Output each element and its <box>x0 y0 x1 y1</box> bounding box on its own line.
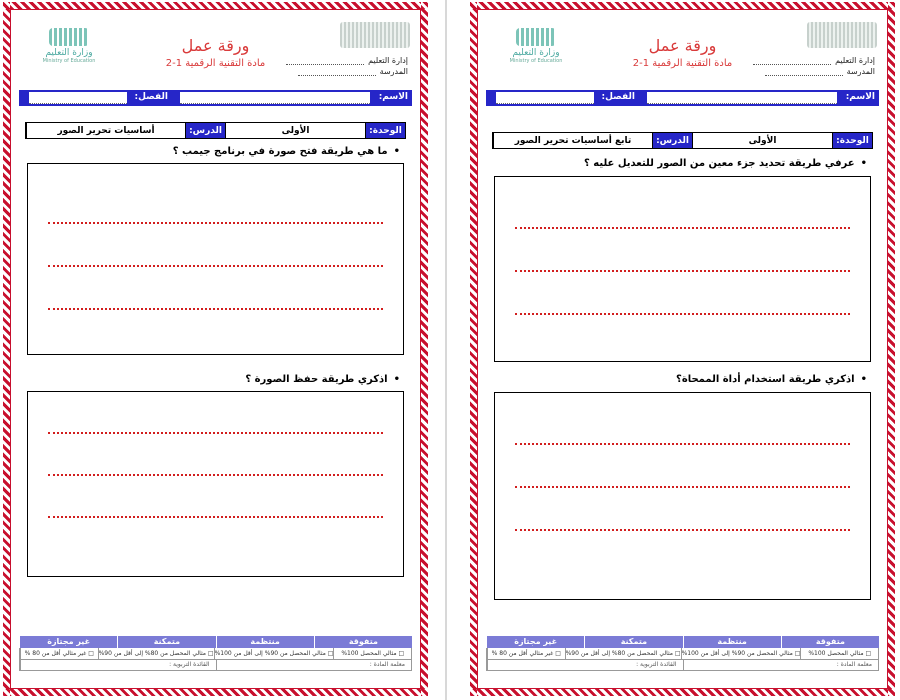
class-label: الفصل: <box>134 92 168 102</box>
moe-name: وزارة التعليم <box>512 48 560 58</box>
grade-criterion[interactable]: □ مثالي المحصل 100% <box>800 648 878 659</box>
name-field[interactable] <box>647 92 837 104</box>
grade-header: متمكنة <box>117 636 215 648</box>
moe-logo <box>29 28 109 68</box>
unit-row <box>492 132 873 149</box>
answer-line <box>515 443 850 445</box>
grade-header: متمكنة <box>584 636 682 648</box>
question-2-text: اذكري طريقة استخدام أداة الممحاة؟ <box>676 374 855 385</box>
name-field[interactable] <box>180 92 370 104</box>
question-2-text: اذكري طريقة حفظ الصورة ؟ <box>245 374 388 385</box>
worksheet-subtitle: مادة التقنية الرقمية 1-2 <box>632 58 733 69</box>
worksheet-page-right <box>470 2 895 696</box>
moe-name-en: Ministry of Education <box>42 58 96 64</box>
school-label: المدرسة <box>846 67 875 76</box>
grade-criterion[interactable]: □ مثالي المحصل من 80% إلى أقل من 90% <box>565 650 681 657</box>
page-frame <box>10 9 421 689</box>
grade-header: غير مجتازة <box>19 636 117 648</box>
grade-header: متفوقة <box>781 636 879 648</box>
worksheet-title: ورقة عمل <box>648 36 717 55</box>
page-gap <box>445 0 447 700</box>
answer-line <box>515 529 850 531</box>
class-field[interactable] <box>29 92 127 104</box>
grade-header: غير مجتازة <box>486 636 584 648</box>
name-label: الاسم: <box>378 92 408 102</box>
answer-box-2[interactable] <box>27 391 404 577</box>
grade-criterion[interactable]: □ غير مثالي أقل من 80 % <box>20 648 98 659</box>
unit-row <box>25 122 406 139</box>
unit-label: الوحدة: <box>365 123 405 138</box>
page-header <box>19 18 412 90</box>
answer-box-1[interactable] <box>494 176 871 362</box>
answer-line <box>48 308 383 310</box>
leader-signature: القائدة التربوية : <box>487 660 683 670</box>
unit-value: الأولى <box>225 123 365 138</box>
grade-criterion[interactable]: □ مثالي المحصل من 90% إلى أقل من 100% <box>681 650 801 657</box>
lesson-value: أساسيات تحرير الصور <box>26 123 185 138</box>
grade-headers <box>486 636 879 648</box>
grading-footer <box>19 636 412 682</box>
answer-line <box>48 474 383 476</box>
answer-line <box>48 516 383 518</box>
lesson-label: الدرس: <box>652 133 692 148</box>
page-header <box>486 18 879 90</box>
unit-value: الأولى <box>692 133 832 148</box>
teacher-signature: معلمة المادة : <box>216 660 412 670</box>
grade-criteria <box>486 648 879 660</box>
answer-line <box>515 486 850 488</box>
grade-criterion[interactable]: □ مثالي المحصل 100% <box>333 648 411 659</box>
lesson-label: الدرس: <box>185 123 225 138</box>
name-row <box>19 90 412 106</box>
admin-label: إدارة التعليم <box>368 56 408 65</box>
class-field[interactable] <box>496 92 594 104</box>
moe-name-en: Ministry of Education <box>509 58 563 64</box>
teacher-signature: معلمة المادة : <box>683 660 879 670</box>
grading-footer <box>486 636 879 682</box>
answer-line <box>48 222 383 224</box>
question-1-text: عرفي طريقة تحديد جزء معين من الصور للتعديل عليه ؟ <box>584 158 855 169</box>
answer-line <box>515 270 850 272</box>
answer-box-1[interactable] <box>27 163 404 355</box>
grade-criterion[interactable]: □ مثالي المحصل من 80% إلى أقل من 90% <box>98 650 214 657</box>
leader-signature: القائدة التربوية : <box>20 660 216 670</box>
question-2: •اذكري طريقة حفظ الصورة ؟ <box>245 374 400 385</box>
name-row <box>486 90 879 106</box>
answer-box-2[interactable] <box>494 392 871 600</box>
school-label: المدرسة <box>379 67 408 76</box>
signature-row <box>19 660 412 671</box>
answer-line <box>48 432 383 434</box>
answer-line <box>515 227 850 229</box>
worksheet-page-left <box>3 2 428 696</box>
question-1: •عرفي طريقة تحديد جزء معين من الصور للتعديل عليه ؟ <box>584 158 867 169</box>
moe-name: وزارة التعليم <box>45 48 93 58</box>
grade-criteria <box>19 648 412 660</box>
question-1: •ما هي طريقة فتح صورة في برنامج جيمب ؟ <box>172 146 400 157</box>
answer-line <box>48 265 383 267</box>
grade-criterion[interactable]: □ مثالي المحصل من 90% إلى أقل من 100% <box>214 650 334 657</box>
grade-header: متفوقة <box>314 636 412 648</box>
grade-criterion[interactable]: □ غير مثالي أقل من 80 % <box>487 648 565 659</box>
page-frame <box>477 9 888 689</box>
question-2: •اذكري طريقة استخدام أداة الممحاة؟ <box>676 374 867 385</box>
moe-logo-icon <box>516 28 556 46</box>
grade-header: منتظمة <box>216 636 314 648</box>
moe-logo <box>496 28 576 68</box>
answer-line <box>515 313 850 315</box>
unit-label: الوحدة: <box>832 133 872 148</box>
grade-header: منتظمة <box>683 636 781 648</box>
worksheet-title: ورقة عمل <box>181 36 250 55</box>
moe-logo-icon <box>49 28 89 46</box>
grade-headers <box>19 636 412 648</box>
lesson-value: تابع أساسيات تحرير الصور <box>493 133 652 148</box>
signature-row <box>486 660 879 671</box>
class-label: الفصل: <box>601 92 635 102</box>
worksheet-subtitle: مادة التقنية الرقمية 1-2 <box>165 58 266 69</box>
name-label: الاسم: <box>845 92 875 102</box>
question-1-text: ما هي طريقة فتح صورة في برنامج جيمب ؟ <box>172 146 388 157</box>
admin-label: إدارة التعليم <box>835 56 875 65</box>
